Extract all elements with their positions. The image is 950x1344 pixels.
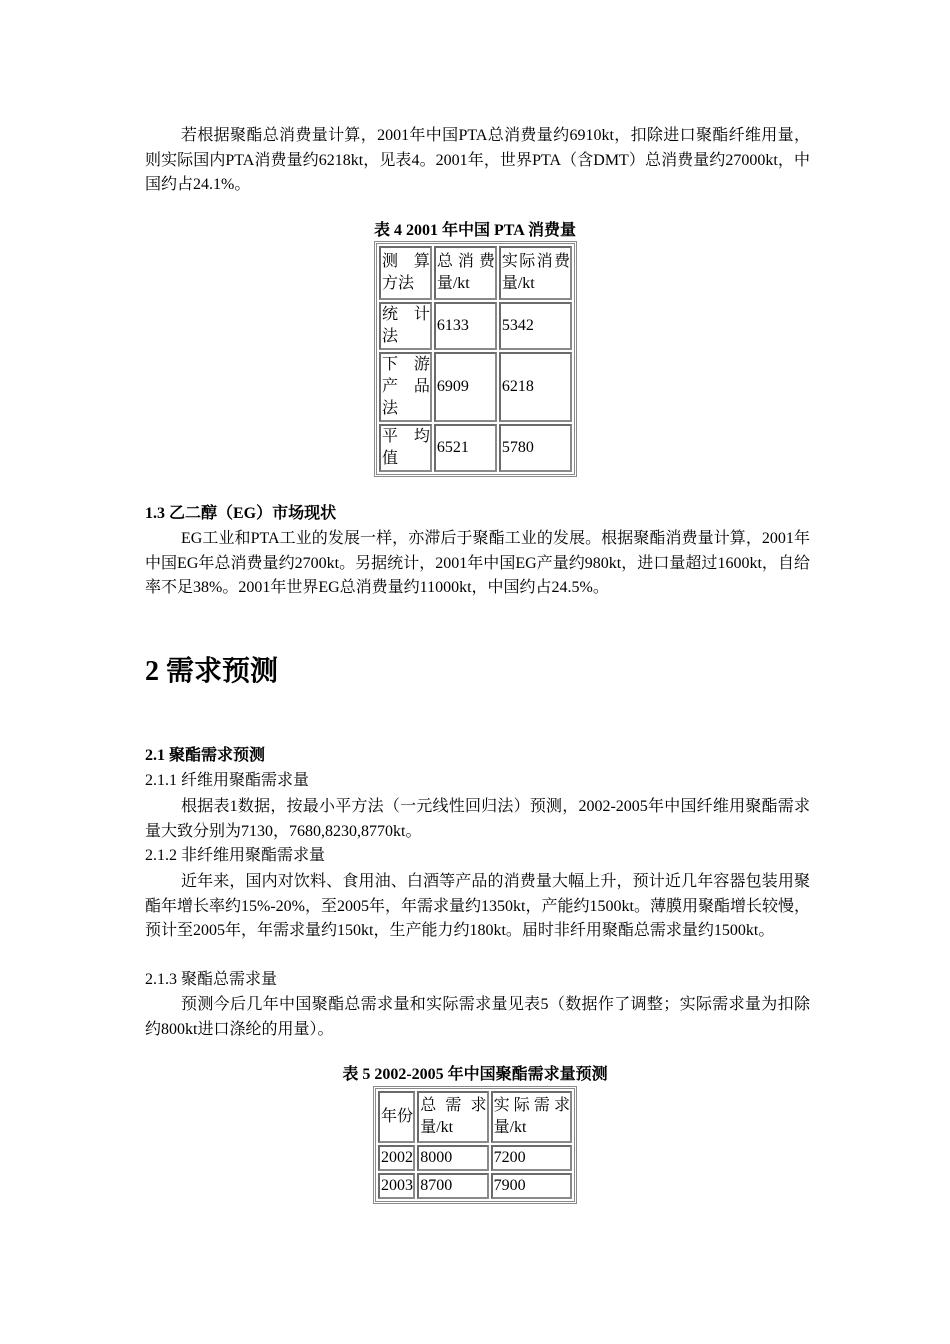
subsection-2-1-3-body: 预测今后几年中国聚酯总需求量和实际需求量见表5（数据作了调整；实际需求量为扣除约800kt进口涤纶的用量）。	[145, 996, 810, 1038]
table-cell: 8700	[417, 1173, 488, 1199]
table-cell: 5780	[499, 424, 572, 472]
table-header-cell: 实际需求量/kt	[491, 1091, 572, 1143]
table-cell: 6521	[434, 424, 497, 472]
table5-polyester-demand	[373, 1086, 577, 1204]
table-header-row	[378, 1091, 572, 1143]
table-cell: 7900	[491, 1173, 572, 1199]
section-1-3-body: EG工业和PTA工业的发展一样，亦滞后于聚酯工业的发展。根据聚酯消费量计算，2001年中国EG年总消费量约2700kt。另据统计，2001年中国EG产量约980kt，进口量超过1600kt，自给率不足38%。2001年世界EG总消费量约11000kt，中国约占24.5%。	[145, 530, 810, 596]
subsection-2-1-2-body: 近年来，国内对饮料、食用油、白酒等产品的消费量大幅上升，预计近几年容器包装用聚酯年增长率约15%-20%，至2005年，年需求量约1350kt，产能约1500kt。薄膜用聚酯增长较慢，预计至2005年，年需求量约150kt，生产能力约180kt。届时非纤用聚酯总需求量约1500kt。	[145, 873, 810, 939]
table-header-cell: 总需求量/kt	[417, 1091, 488, 1143]
table-cell: 平均值	[379, 424, 432, 472]
chapter-2-heading: 2 需求预测	[145, 656, 279, 687]
table5-caption: 表 5 2002-2005 年中国聚酯需求量预测	[342, 1066, 608, 1083]
table-cell: 6218	[499, 352, 572, 422]
subsection-2-1-2-heading: 2.1.2 非纤维用聚酯需求量	[145, 847, 326, 864]
table-row	[379, 302, 572, 350]
table4-caption: 表 4 2001 年中国 PTA 消费量	[374, 222, 576, 239]
table-cell: 7200	[491, 1145, 572, 1171]
section-1-3-heading: 1.3 乙二醇（EG）市场现状	[145, 505, 337, 522]
table-header-cell: 实际消费量/kt	[499, 246, 572, 300]
table-row	[379, 352, 572, 422]
table-cell: 2002	[378, 1145, 415, 1171]
section-2-1-heading: 2.1 聚酯需求预测	[145, 747, 266, 764]
table-cell: 6133	[434, 302, 497, 350]
table-cell: 8000	[417, 1145, 488, 1171]
subsection-2-1-1-heading: 2.1.1 纤维用聚酯需求量	[145, 772, 310, 789]
table-header-row	[379, 246, 572, 300]
table-header-cell: 总消费量/kt	[434, 246, 497, 300]
table-header-cell: 测算方法	[379, 246, 432, 300]
table-cell: 6909	[434, 352, 497, 422]
table-row	[378, 1145, 572, 1171]
table-cell: 5342	[499, 302, 572, 350]
paragraph-pta-consumption: 若根据聚酯总消费量计算，2001年中国PTA总消费量约6910kt，扣除进口聚酯纤维用量，则实际国内PTA消费量约6218kt，见表4。2001年，世界PTA（含DMT）总消费量约27000kt，中国约占24.1%。	[145, 127, 810, 193]
table-row	[379, 424, 572, 472]
table-cell: 2003	[378, 1173, 415, 1199]
table-cell: 下游产品法	[379, 352, 432, 422]
table-row	[378, 1173, 572, 1199]
subsection-2-1-1-body: 根据表1数据，按最小平方法（一元线性回归法）预测，2002-2005年中国纤维用聚酯需求量大致分别为7130，7680,8230,8770kt。	[145, 798, 810, 840]
subsection-2-1-3-heading: 2.1.3 聚酯总需求量	[145, 971, 278, 988]
table-cell: 统计法	[379, 302, 432, 350]
table-header-cell: 年份	[378, 1091, 415, 1143]
table4-pta-consumption	[374, 241, 577, 477]
